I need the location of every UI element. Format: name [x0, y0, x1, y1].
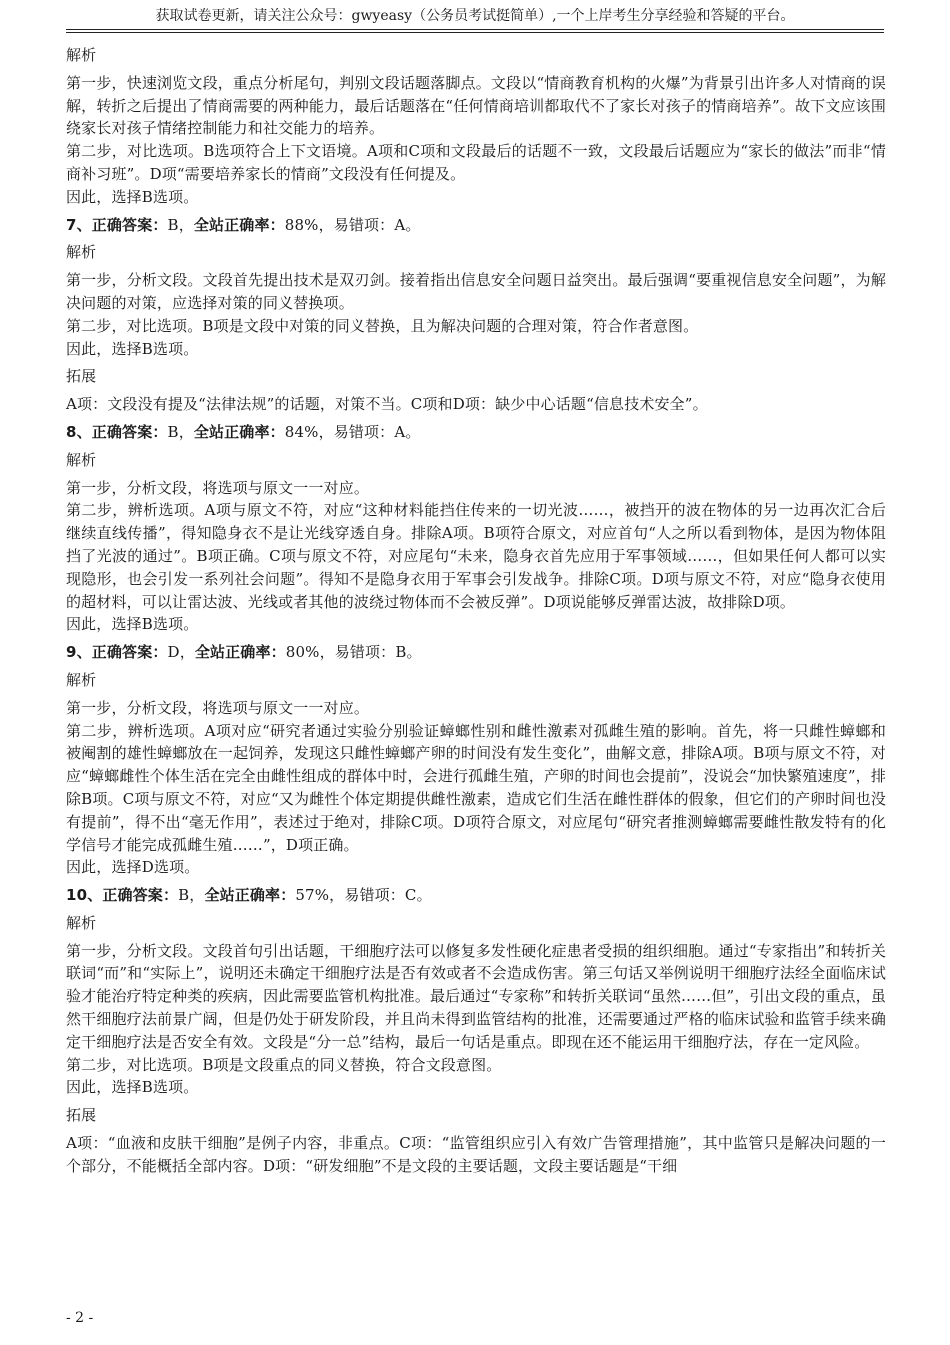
question-answer-line: 7、正确答案：B，全站正确率：88%，易错项：A。: [66, 215, 421, 234]
accuracy-label: 全站正确率：: [193, 215, 285, 234]
header-rule-thin: [66, 32, 884, 33]
answer-label: 正确答案：: [91, 215, 168, 234]
section-label-analysis: 解析: [66, 450, 97, 469]
common-wrong-value: C: [404, 886, 417, 905]
paragraph: A项：文段没有提及“法律法规”的话题，对策不当。C项和D项：缺少中心话题“信息技术安全”。: [66, 395, 708, 414]
accuracy-label: 全站正确率：: [194, 643, 286, 662]
question-number-value: 8: [66, 422, 77, 441]
accuracy-label: 全站正确率：: [193, 422, 285, 441]
common-wrong-label: 易错项：: [334, 643, 396, 662]
paragraph: 第二步，对比选项。B项是文段重点的同义替换，符合文段意图。: [66, 1055, 502, 1074]
common-wrong-value: A: [394, 215, 406, 234]
section-label-analysis: 解析: [66, 913, 97, 932]
common-wrong-value: B: [395, 643, 407, 662]
answer-value: B: [167, 215, 179, 234]
question-number-value: 9: [66, 643, 77, 662]
paragraph: A项：“血液和皮肤干细胞”是例子内容，非重点。C项：“监管组织应引入有效广告管理措施”，其中监管只是解决问题的一个部分，不能概括全部内容。D项：“研发细胞”不是文段的主要话题，文段主要话题是“干细: [66, 1134, 886, 1175]
question-number-value: 7: [66, 215, 77, 234]
accuracy-label: 全站正确率：: [204, 886, 296, 905]
paragraph: 第一步，分析文段，将选项与原文一一对应。: [66, 698, 370, 717]
section-label-analysis: 解析: [66, 243, 97, 262]
common-wrong-value: A: [394, 422, 406, 441]
paragraph: 第一步，分析文段。文段首句引出话题，干细胞疗法可以修复多发性硬化症患者受损的组织细胞。通过“专家指出”和转折关联词“而”和“实际上”，说明还未确定干细胞疗法是否有效或者不会造成伤害。第三句话又举例说明干细胞疗法经全面临床试验才能治疗特定种类的疾病，因此需要监管机构批准。最后通过“专家称”和转折关联词“虽然……但”，引出文段的重点，虽然干细胞疗法前景广阔，但是仍处于研发阶段，并且尚未得到监管结构的批准，还需要通过严格的临床试验和监管手续来确定干细胞疗法是否安全有效。文段是“分一总”结构，最后一句话是重点。即现在还不能运用干细胞疗法，存在一定风险。: [66, 941, 886, 1051]
paragraph: 因此，选择B选项。: [66, 615, 199, 634]
answer-value: B: [167, 422, 179, 441]
common-wrong-label: 易错项：: [333, 215, 395, 234]
paragraph: 第二步，对比选项。B项是文段中对策的同义替换，且为解决问题的合理对策，符合作者意图。: [66, 316, 699, 335]
section-label-extension: 拓展: [66, 1106, 97, 1125]
paragraph: 第二步，辨析选项。A项对应“研究者通过实验分别验证蟑螂性别和雌性激素对孤雌生殖的影响。首先，将一只雌性蟑螂和被阉割的雄性蟑螂放在一起饲养，发现这只雌性蟑螂产卵的时间没有发生变化”，曲解文意，排除A项。B项与原文不符，对应“蟑螂雌性个体生活在完全由雌性组成的群体中时，会进行孤雌生殖，产卵的时间也会提前”，没说会“加快繁殖速度”，排除B项。C项与原文不符，对应“又为雌性个体定期提供雌性激素，造成它们生活在雌性群体的假象，但它们的产卵时间也没有提前”，得不出“毫无作用”，表述过于绝对，排除C项。D项符合原文，对应尾句“研究者推测蟑螂需要雌性散发特有的化学信号才能完成孤雌生殖……”，D项正确。: [66, 721, 886, 854]
answer-label: 正确答案：: [91, 422, 168, 441]
question-number: 9、正确答案：: [66, 643, 168, 662]
common-wrong-label: 易错项：: [333, 422, 395, 441]
answer-label: 正确答案：: [102, 886, 179, 905]
accuracy-value: 57%: [295, 886, 330, 905]
accuracy-value: 88%: [284, 215, 319, 234]
section-label-analysis: 解析: [66, 670, 97, 689]
question-answer-line: 8、正确答案：B，全站正确率：84%，易错项：A。: [66, 422, 421, 441]
page-number: - 2 -: [66, 1310, 94, 1326]
paragraph: 第二步，对比选项。B选项符合上下文语境。A项和C项和文段最后的话题不一致，文段最后话题应为“家长的做法”而非“情商补习班”。D项“需要培养家长的情商”文段没有任何提及。: [66, 142, 886, 183]
common-wrong-label: 易错项：: [344, 886, 405, 905]
accuracy-value: 80%: [285, 643, 320, 662]
header-rule: [66, 29, 884, 30]
paragraph: 第一步，分析文段，将选项与原文一一对应。: [66, 478, 370, 497]
paragraph: 因此，选择B选项。: [66, 1078, 199, 1097]
section-label-analysis: 解析: [66, 46, 97, 64]
paragraph: 第一步，快速浏览文段，重点分析尾句，判别文段话题落脚点。文段以“情商教育机构的火爆”为背景引出许多人对情商的误解，转折之后提出了情商需要的两种能力，最后话题落在“任何情商培训都取代不了家长对孩子的情商培养”。故下文应该围绕家长对孩子情绪控制能力和社交能力的培养。: [66, 73, 886, 138]
question-number-value: 10: [66, 886, 88, 905]
accuracy-value: 84%: [284, 422, 319, 441]
question-number: 7、正确答案：: [66, 215, 168, 234]
question-number: 8、正确答案：: [66, 422, 168, 441]
question-answer-line: 9、正确答案：D，全站正确率：80%，易错项：B。: [66, 643, 422, 662]
paragraph: 因此，选择D选项。: [66, 858, 200, 877]
page-header: 获取试卷更新，请关注公众号：gwyeasy（公务员考试挺简单）,一个上岸考生分享经验和答疑的平台。: [155, 8, 795, 24]
question-answer-line: 10、正确答案：B，全站正确率：57%，易错项：C。: [66, 886, 432, 905]
section-label-extension: 拓展: [66, 367, 97, 386]
answer-label: 正确答案：: [91, 643, 168, 662]
paragraph: 因此，选择B选项。: [66, 339, 199, 358]
paragraph: 第二步，辨析选项。A项与原文不符，对应“这种材料能挡住传来的一切光波……，被挡开的波在物体的另一边再次汇合后继续直线传播”，得知隐身衣不是让光线穿透自身。排除A项。B项符合原文，对应首句“人之所以看到物体，是因为物体阻挡了光波的通过”。B项正确。C项与原文不符，对应尾句“未来，隐身衣首先应用于军事领域……，但如果任何人都可以实现隐形，也会引发一系列社会问题”。得知不是隐身衣用于军事会引发战争。排除C项。D项与原文不符，对应“隐身衣使用的超材料，可以让雷达波、光线或者其他的波绕过物体而不会被反弹”。D项说能够反弹雷达波，故排除D项。: [66, 501, 886, 611]
paragraph: 因此，选择B选项。: [66, 187, 199, 206]
answer-value: B: [178, 886, 190, 905]
answer-value: D: [167, 643, 180, 662]
paragraph: 第一步，分析文段。文段首先提出技术是双刃剑。接着指出信息安全问题日益突出。最后强调“要重视信息安全问题”，为解决问题的对策，应选择对策的同义替换项。: [66, 271, 886, 312]
question-number: 10、正确答案：: [66, 886, 179, 905]
document-body: [66, 44, 886, 1183]
